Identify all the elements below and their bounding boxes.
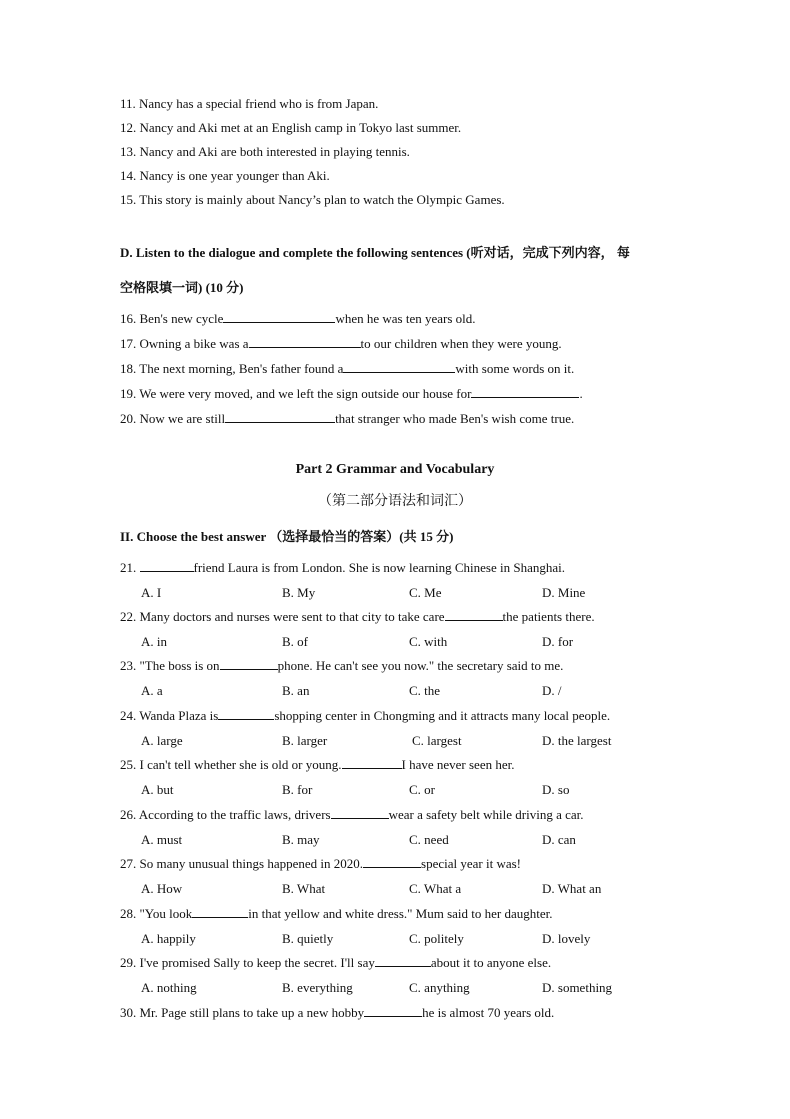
answer-blank[interactable] [445,609,503,621]
question-text-before: 21. [120,560,140,575]
fill-text-before: 17. Owning a bike was a [120,336,249,351]
question-26 [120,807,584,823]
fill-item-16 [120,311,476,327]
option-c[interactable]: C. anything [409,980,470,995]
section-d-title-cont: 空格限填一词) (10 分) [120,280,244,295]
fill-item-19 [120,386,583,402]
option-b[interactable]: B. everything [282,980,353,995]
question-25 [120,757,514,773]
option-a[interactable]: A. I [141,585,162,600]
question-text-after: special year it was! [421,856,521,871]
option-d[interactable]: D. can [542,832,576,847]
answer-blank[interactable] [220,658,278,670]
option-c[interactable]: C. politely [409,931,464,946]
answer-blank[interactable] [342,757,402,769]
option-a[interactable]: A. large [141,733,183,748]
statement-14: 14. Nancy is one year younger than Aki. [120,168,330,183]
question-text-before: 25. I can't tell whether she is old or young. [120,757,342,772]
option-c[interactable]: C. largest [412,733,462,748]
answer-blank[interactable] [343,361,455,373]
answer-blank[interactable] [225,411,335,423]
option-d[interactable]: D. Mine [542,585,586,600]
question-text-after: he is almost 70 years old. [422,1005,555,1020]
fill-text-before: 20. Now we are still [120,411,226,426]
fill-text-after: to our children when they were young. [360,336,562,351]
option-c[interactable]: C. What a [409,881,462,896]
question-24 [120,708,610,724]
statement-13: 13. Nancy and Aki are both interested in playing tennis. [120,144,410,159]
option-d[interactable]: D. so [542,782,570,797]
statement-11: 11. Nancy has a special friend who is from Japan. [120,96,379,111]
option-d[interactable]: D. the largest [542,733,612,748]
answer-blank[interactable] [471,386,579,398]
option-a[interactable]: A. a [141,683,163,698]
fill-item-17 [120,336,562,352]
fill-text-after: that stranger who made Ben's wish come true. [335,411,575,426]
answer-blank[interactable] [363,856,421,868]
question-text-after: wear a safety belt while driving a car. [388,807,584,822]
option-d[interactable]: D. for [542,634,574,649]
option-b[interactable]: B. may [282,832,320,847]
question-27 [120,856,521,872]
answer-blank[interactable] [218,708,274,720]
question-text-after: about it to anyone else. [430,955,552,970]
option-c[interactable]: C. or [409,782,435,797]
fill-text-after: when he was ten years old. [335,311,476,326]
statement-15: 15. This story is mainly about Nancy’s plan to watch the Olympic Games. [120,192,505,207]
option-d[interactable]: D. something [542,980,613,995]
answer-blank[interactable] [331,807,389,819]
fill-item-20 [120,411,574,427]
option-b[interactable]: B. larger [282,733,328,748]
question-text-after: friend Laura is from London. She is now learning Chinese in Shanghai. [193,560,566,575]
option-c[interactable]: C. need [409,832,449,847]
option-a[interactable]: A. must [141,832,183,847]
option-b[interactable]: B. of [282,634,308,649]
option-a[interactable]: A. happily [141,931,196,946]
question-28 [120,906,553,922]
question-30 [120,1005,554,1021]
question-text-before: 27. So many unusual things happened in 2020. [120,856,364,871]
answer-blank[interactable] [223,311,335,323]
option-b[interactable]: B. quietly [282,931,334,946]
fill-text-after: . [579,386,583,401]
section-ii-title: II. Choose the best answer （选择最恰当的答案）(共 15 分) [120,529,454,544]
question-22 [120,609,595,625]
option-b[interactable]: B. an [282,683,310,698]
option-b[interactable]: B. for [282,782,313,797]
fill-text-after: with some words on it. [455,361,575,376]
answer-blank[interactable] [364,1005,422,1017]
question-text-after: shopping center in Chongming and it attracts many local people. [274,708,611,723]
question-21 [120,560,565,576]
question-text-after: in that yellow and white dress." Mum said to her daughter. [248,906,553,921]
answer-blank[interactable] [192,906,248,918]
part-title: Part 2 Grammar and Vocabulary [295,462,495,477]
question-text-after: I have never seen her. [401,757,515,772]
fill-text-before: 19. We were very moved, and we left the sign outside our house for [120,386,472,401]
question-text-after: phone. He can't see you now." the secretary said to me. [277,658,564,673]
option-a[interactable]: A. nothing [141,980,197,995]
question-23 [120,658,563,674]
question-text-before: 26. According to the traffic laws, drivers [120,807,331,822]
question-text-before: 22. Many doctors and nurses were sent to that city to take care [120,609,445,624]
part-subtitle: （第二部分语法和词汇） [318,494,472,509]
option-c[interactable]: C. the [409,683,441,698]
option-a[interactable]: A. How [141,881,183,896]
option-d[interactable]: D. / [542,683,562,698]
question-text-before: 23. "The boss is on [120,658,220,673]
question-29 [120,955,551,971]
option-c[interactable]: C. with [409,634,448,649]
option-d[interactable]: D. lovely [542,931,591,946]
option-b[interactable]: B. What [282,881,326,896]
question-text-before: 24. Wanda Plaza is [120,708,219,723]
statement-12: 12. Nancy and Aki met at an English camp in Tokyo last summer. [120,120,462,135]
question-text-after: the patients there. [502,609,595,624]
fill-text-before: 16. Ben's new cycle [120,311,224,326]
fill-text-before: 18. The next morning, Ben's father found a [120,361,344,376]
answer-blank[interactable] [140,560,194,572]
question-text-before: 28. "You look [120,906,193,921]
option-a[interactable]: A. but [141,782,174,797]
question-text-before: 30. Mr. Page still plans to take up a new hobby [120,1005,365,1020]
question-text-before: 29. I've promised Sally to keep the secret. I'll say [120,955,375,970]
option-b[interactable]: B. My [282,585,316,600]
option-d[interactable]: D. What an [542,881,602,896]
fill-item-18 [120,361,574,377]
option-a[interactable]: A. in [141,634,167,649]
section-d-title: D. Listen to the dialogue and complete the following sentences (听对话，完成下列内容， 每 [120,245,630,260]
answer-blank[interactable] [249,336,361,348]
option-c[interactable]: C. Me [409,585,442,600]
answer-blank[interactable] [375,955,431,967]
